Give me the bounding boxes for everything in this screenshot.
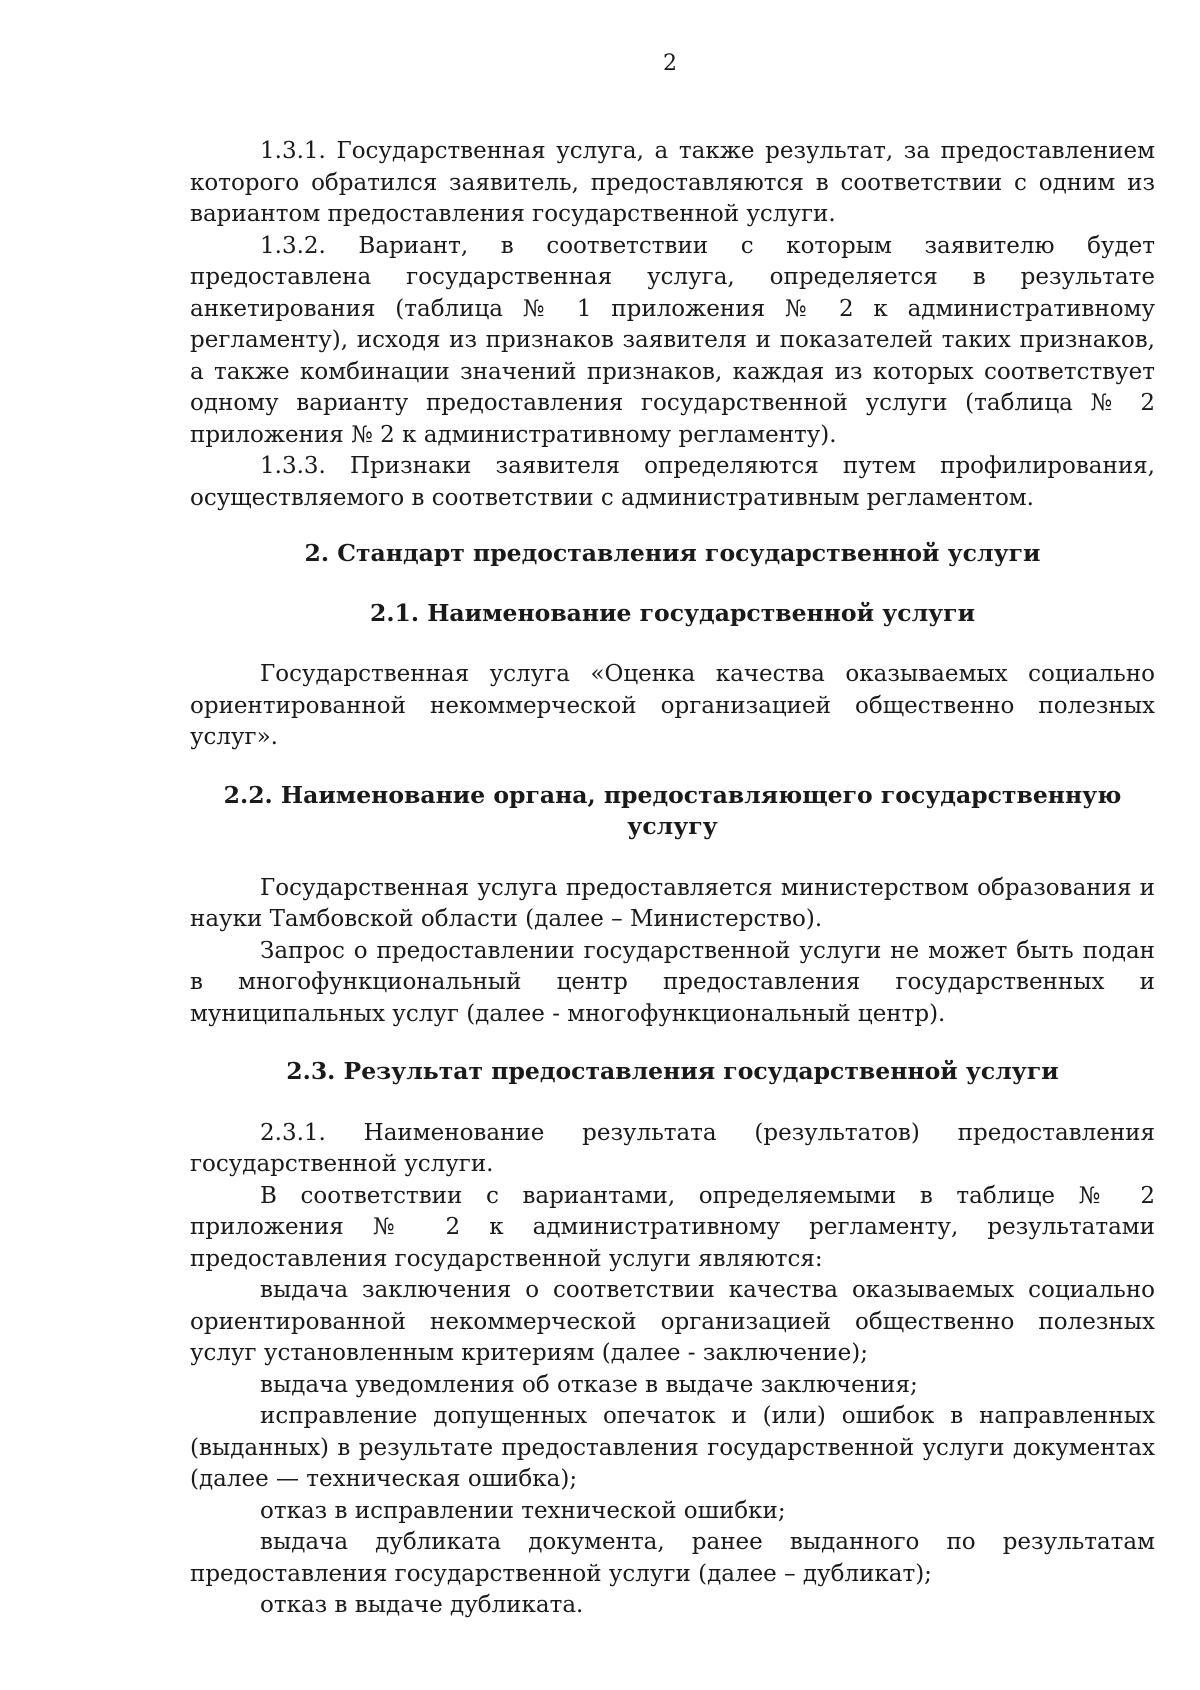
- paragraph-1-3-3: 1.3.3. Признаки заявителя определяются путем профилирования, осуществляемого в соответствии с административным регламентом.: [190, 453, 1155, 511]
- list-item-conclusion: выдача заключения о соответствии качества оказываемых социально ориентированной некоммерческой организацией общественно полезных услуг установленным критериям (далее - заключение);: [190, 1277, 1155, 1366]
- paragraph-authority: Государственная услуга предоставляется министерством образования и науки Тамбовской области (далее – Министерство).: [190, 874, 1155, 932]
- paragraph-2-3-1: 2.3.1. Наименование результата (результатов) предоставления государственной услуги.: [190, 1119, 1155, 1177]
- section-heading-2-3: 2.3. Результат предоставления государственной услуги: [286, 1057, 1059, 1085]
- paragraph-service-name: Государственная услуга «Оценка качества оказываемых социально ориентированной некоммерческой организацией общественно полезных услуг».: [190, 661, 1155, 750]
- section-heading-2-1: 2.1. Наименование государственной услуги: [369, 598, 976, 627]
- section-heading-2: 2. Стандарт предоставления государственной услуги: [304, 539, 1041, 567]
- list-item-error-correction: исправление допущенных опечаток и (или) ошибок в направленных (выданных) в результате предоставления государственной услуги документах (далее — техническая ошибка);: [190, 1403, 1155, 1492]
- document-body: [190, 136, 1155, 1622]
- section-heading-2-2: 2.2. Наименование органа, предоставляющего государственную услугу: [223, 780, 1122, 840]
- paragraph-results-intro: В соответствии с вариантами, определяемыми в таблице № 2 приложения № 2 к административному регламенту, результатами предоставления государственной услуги являются:: [190, 1182, 1155, 1272]
- list-item-refusal-notice: выдача уведомления об отказе в выдаче заключения;: [260, 1371, 918, 1398]
- paragraph-1-3-2: 1.3.2. Вариант, в соответствии с которым заявителю будет предоставлена государственная услуга, определяется в результате анкетирования (таблица № 1 приложения № 2 к административному регламенту), исходя из признаков заявителя и показателей таких признаков, а также комбинации значений признаков, каждая из которых соответствует одному варианту предоставления государственной услуги (таблица № 2 приложения № 2 к административному регламенту).: [190, 232, 1155, 448]
- list-item-duplicate: выдача дубликата документа, ранее выданного по результатам предоставления государственной услуги (далее – дубликат);: [190, 1529, 1155, 1587]
- list-item-duplicate-refusal: отказ в выдаче дубликата.: [260, 1592, 584, 1618]
- list-item-correction-refusal: отказ в исправлении технической ошибки;: [260, 1497, 786, 1524]
- page-number: 2: [663, 51, 677, 76]
- paragraph-1-3-1: 1.3.1. Государственная услуга, а также результат, за предоставлением которого обратился заявитель, предоставляются в соответствии с одним из вариантом предоставления государственной услуги.: [190, 138, 1155, 227]
- paragraph-mfc: Запрос о предоставлении государственной услуги не может быть подан в многофункциональный центр предоставления государственных и муниципальных услуг (далее - многофункциональный центр).: [190, 937, 1155, 1027]
